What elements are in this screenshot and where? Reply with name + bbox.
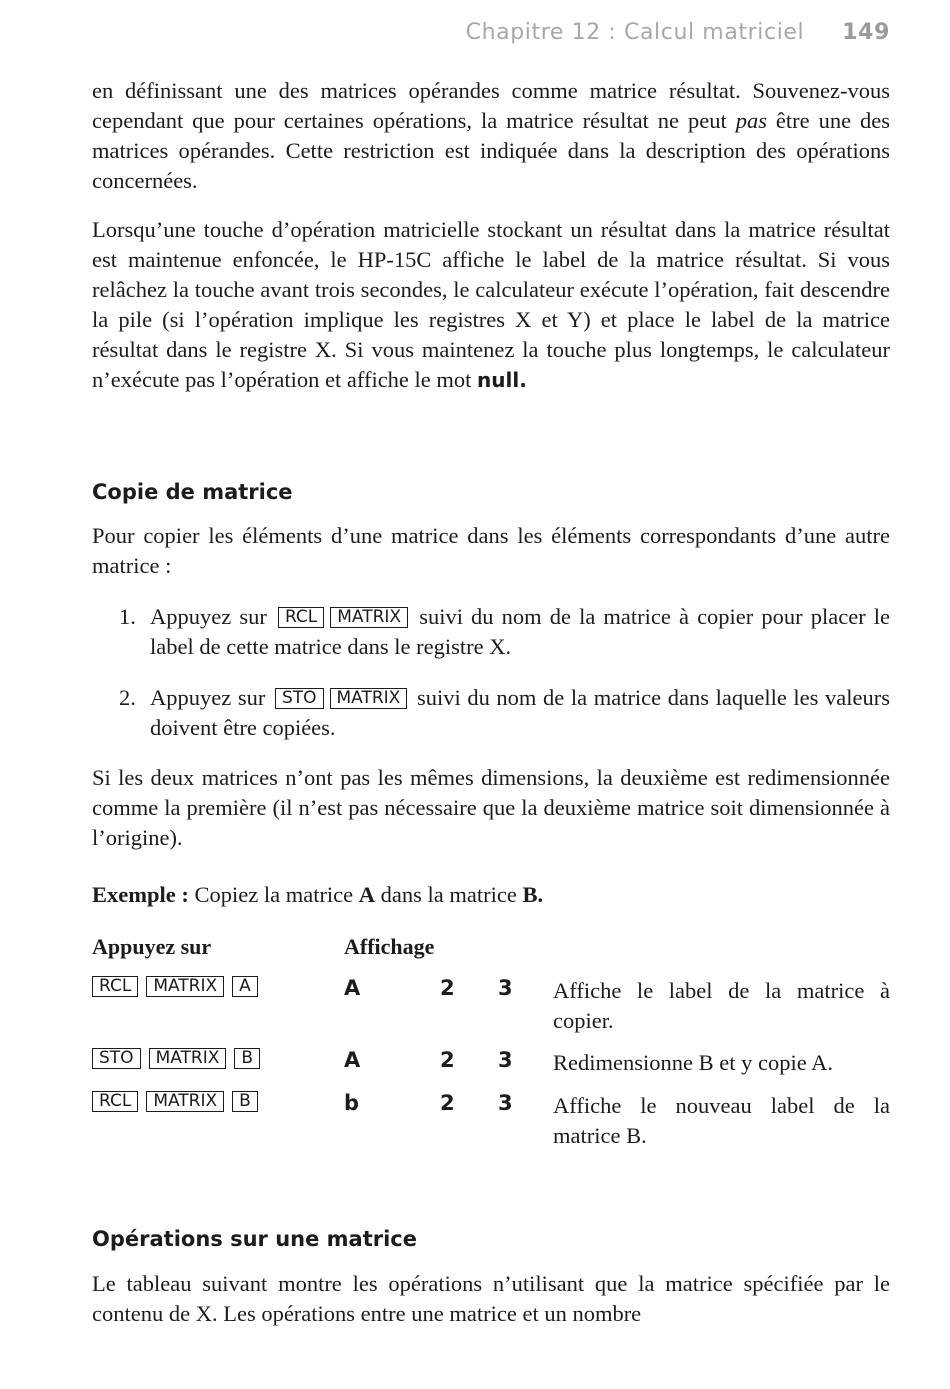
key-matrix: MATRIX (146, 976, 224, 997)
table-row (92, 1091, 890, 1151)
section-heading-copy: Copie de matrice (92, 480, 293, 504)
row-description: Affiche le label de la matrice à copier. (553, 978, 890, 1033)
row-description: Affiche le nouveau label de la matrice B. (553, 1093, 890, 1148)
paragraph-result-matrix: en définissant une des matrices opérandes comme matrice résultat. Souvenez-vous cependant que pour certaines opérations, la matrice résultat ne peut pas être une des matrices opérandes. Cette restriction est indiquée dans la description des opérations concernées. (92, 78, 891, 193)
running-header (466, 20, 890, 45)
null-display-word: null. (477, 368, 527, 392)
table-header-display: Affichage (344, 934, 435, 959)
key-matrix: MATRIX (149, 1048, 227, 1069)
key-b: B (232, 1091, 258, 1112)
key-rcl: RCL (92, 1091, 138, 1112)
display-rows: 2 (440, 1048, 455, 1072)
paragraph-key-hold: Lorsqu’une touche d’opération matricielle stockant un résultat dans la matrice résultat est maintenue enfoncée, le HP-15C affiche le label de la matrice résultat. Si vous relâchez la touche avant trois secondes, le calculateur exécute l’opération, fait descendre la pile (si l’opération implique les registres X et Y) et place le label de la matrice résultat dans le registre X. Si vous maintenez la touche plus longtemps, le calculateur n’exécute pas l’opération et affiche le mot null. (92, 217, 890, 392)
page-number: 149 (842, 20, 890, 45)
key-sto: STO (92, 1048, 141, 1069)
key-matrix: MATRIX (330, 688, 408, 709)
key-a: A (232, 976, 258, 997)
document-page (92, 0, 890, 1389)
row-description: Redimensionne B et y copie A. (553, 1050, 833, 1075)
key-rcl: RCL (92, 976, 138, 997)
display-rows: 2 (440, 976, 455, 1000)
operations-intro: Le tableau suivant montre les opérations n’utilisant que la matrice spécifiée par le contenu de X. Les opérations entre une matrice et un nombre (92, 1271, 890, 1326)
copy-intro: Pour copier les éléments d’une matrice dans les éléments correspondants d’une autre matrice : (92, 523, 890, 578)
key-b: B (234, 1048, 260, 1069)
example-label: Exemple : (92, 882, 189, 907)
table-header-keys: Appuyez sur (92, 934, 212, 959)
chapter-title: Chapitre 12 : Calcul matriciel (465, 20, 805, 45)
key-sto: STO (275, 688, 324, 709)
display-label: A (344, 976, 361, 1000)
section-heading-operations: Opérations sur une matrice (92, 1227, 417, 1251)
display-label: b (344, 1091, 360, 1115)
display-label: A (344, 1048, 361, 1072)
table-row (92, 976, 890, 1036)
copy-step-1: 1. Appuyez sur RCL MATRIX suivi du nom de la matrice à copier pour placer le label de cette matrice dans le registre X. (119, 604, 891, 659)
key-rcl: RCL (278, 607, 324, 628)
key-matrix: MATRIX (146, 1091, 224, 1112)
copy-dimension-note: Si les deux matrices n’ont pas les mêmes dimensions, la deuxième est redimensionnée comme la première (il n’est pas nécessaire que la deuxième matrice soit dimensionnée à l’origine). (92, 765, 890, 850)
display-cols: 3 (498, 976, 513, 1000)
display-cols: 3 (498, 1048, 513, 1072)
example-line: Exemple : Copiez la matrice A dans la matrice B. (92, 882, 544, 907)
key-matrix: MATRIX (330, 607, 408, 628)
copy-step-2: 2. Appuyez sur STO MATRIX suivi du nom de la matrice dans laquelle les valeurs doivent être copiées. (119, 685, 890, 740)
display-cols: 3 (498, 1091, 513, 1115)
display-rows: 2 (440, 1091, 455, 1115)
emphasis-pas: pas (735, 108, 767, 133)
